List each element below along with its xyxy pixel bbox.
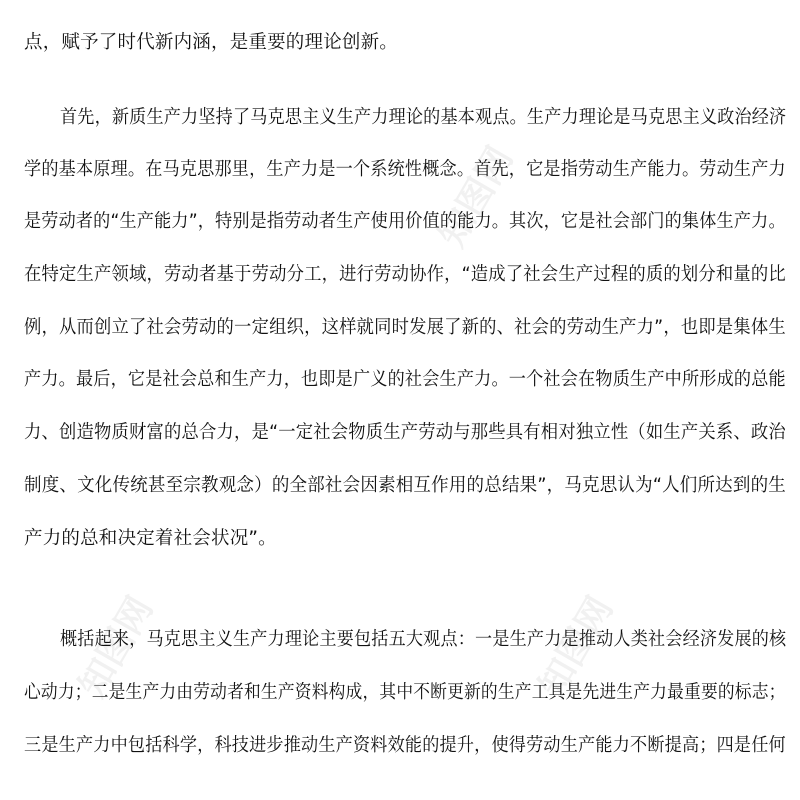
paragraph-line: 心动力；二是生产力由劳动者和生产资料构成，其中不断更新的生产工具是先进生产力最重要的标志； [24,682,786,703]
paragraph-line: 概括起来，马克思主义生产力理论主要包括五大观点：一是生产力是推动人类社会经济发展的核 [60,629,787,650]
paragraph-line: 产力。最后，它是社会总和生产力，也即是广义的社会生产力。一个社会在物质生产中所形成的总能 [24,369,786,390]
paragraph-line: 制度、文化传统甚至宗教观念）的全部社会因素相互作用的总结果”，马克思认为“人们所达到的生 [24,475,786,496]
paragraph-line: 在特定生产领域，劳动者基于劳动分工，进行劳动协作，“造成了社会生产过程的质的划分和量的比 [24,264,786,285]
watermark: 知图网 [71,589,162,705]
paragraph-line: 产力的总和决定着社会状况”。 [24,528,277,549]
paragraph-line: 三是生产力中包括科学，科技进步推动生产资料效能的提升，使得劳动生产能力不断提高；四是任何 [24,735,786,756]
paragraph-line: 是劳动者的“生产能力”，特别是指劳动者生产使用价值的能力。其次，它是社会部门的集体生产力。 [24,211,786,232]
watermark: 知图网 [431,139,522,255]
paragraph-line: 例，从而创立了社会劳动的一定组织，这样就同时发展了新的、社会的劳动生产力”，也即是集体生 [24,317,786,338]
watermark: 知图网 [531,589,622,705]
paragraph-line: 首先，新质生产力坚持了马克思主义生产力理论的基本观点。生产力理论是马克思主义政治经济 [60,107,787,128]
paragraph-line: 点，赋予了时代新内涵，是重要的理论创新。 [24,32,399,53]
paragraph-line: 学的基本原理。在马克思那里，生产力是一个系统性概念。首先，它是指劳动生产能力。劳动生产力 [24,159,786,180]
paragraph-line: 力、创造物质财富的总合力，是“一定社会物质生产劳动与那些具有相对独立性（如生产关系、政治 [24,422,786,443]
